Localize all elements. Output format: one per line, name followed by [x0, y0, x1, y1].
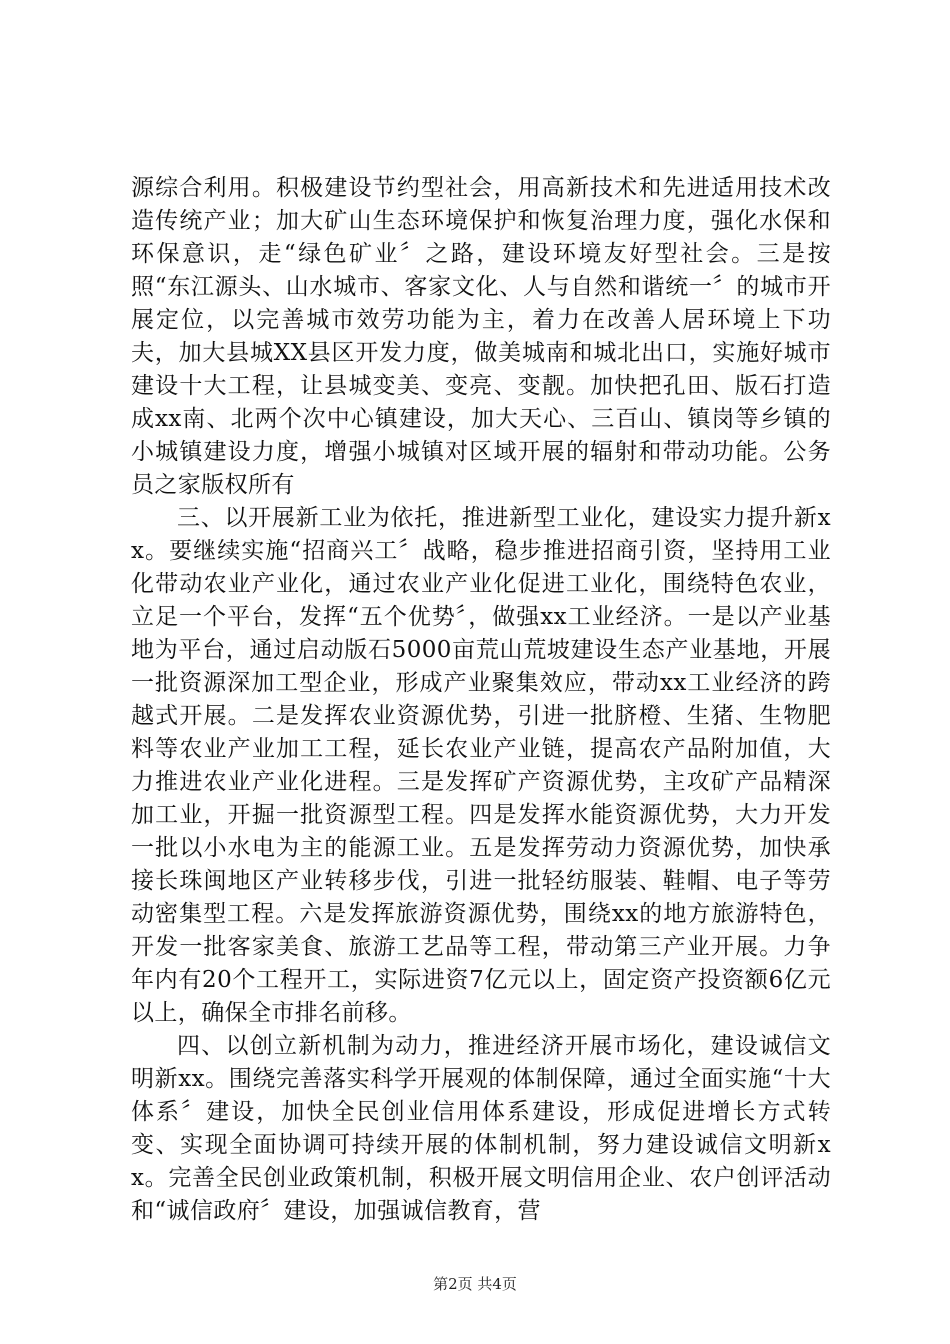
paragraph-3: 四、以创立新机制为动力，推进经济开展市场化，建设诚信文明新xx。围绕完善落实科学开展观的体制保障，通过全面实施“十大体系〞建设，加快全民创业信用体系建设，形成促进增长方式转变、实现全面协调可持续开展的体制机制，努力建设诚信文明新xx。完善全民创业政策机制，积极开展文明信用企业、农户创评活动和“诚信政府〞建设，加强诚信教育，营 [131, 1033, 831, 1224]
page-number: 第2页 共4页 [433, 1275, 517, 1293]
document-body [131, 172, 831, 1228]
paragraph-1: 源综合利用。积极建设节约型社会，用高新技术和先进适用技术改造传统产业；加大矿山生态环境保护和恢复治理力度，强化水保和环保意识，走“绿色矿业〞之路，建设环境友好型社会。三是按照“东江源头、山水城市、客家文化、人与自然和谐统一〞的城市开展定位，以完善城市效劳功能为主，着力在改善人居环境上下功夫，加大县城XX县区开发力度，做美城南和城北出口，实施好城市建设十大工程，让县城变美、变亮、变靓。加快把孔田、版石打造成xx南、北两个次中心镇建设，加大天心、三百山、镇岗等乡镇的小城镇建设力度，增强小城镇对区域开展的辐射和带动功能。公务员之家版权所有 [131, 175, 831, 498]
paragraph-2: 三、以开展新工业为依托，推进新型工业化，建设实力提升新xx。要继续实施“招商兴工〞战略，稳步推进招商引资，坚持用工业化带动农业产业化，通过农业产业化促进工业化，围绕特色农业，立足一个平台，发挥“五个优势〞，做强xx工业经济。一是以产业基地为平台，通过启动版石5000亩荒山荒坡建设生态产业基地，开展一批资源深加工型企业，形成产业聚集效应，带动xx工业经济的跨越式开展。二是发挥农业资源优势，引进一批脐橙、生猪、生物肥料等农业产业加工工程，延长农业产业链，提高农产品附加值，大力推进农业产业化进程。三是发挥矿产资源优势，主攻矿产品精深加工业，开掘一批资源型工程。四是发挥水能资源优势，大力开发一批以小水电为主的能源工业。五是发挥劳动力资源优势，加快承接长珠闽地区产业转移步伐，引进一批轻纺服装、鞋帽、电子等劳动密集型工程。六是发挥旅游资源优势，围绕xx的地方旅游特色，开发一批客家美食、旅游工艺品等工程，带动第三产业开展。力争年内有20个工程开工，实际进资7亿元以上，固定资产投资额6亿元以上，确保全市排名前移。 [131, 505, 831, 1026]
page-footer [0, 1274, 950, 1294]
